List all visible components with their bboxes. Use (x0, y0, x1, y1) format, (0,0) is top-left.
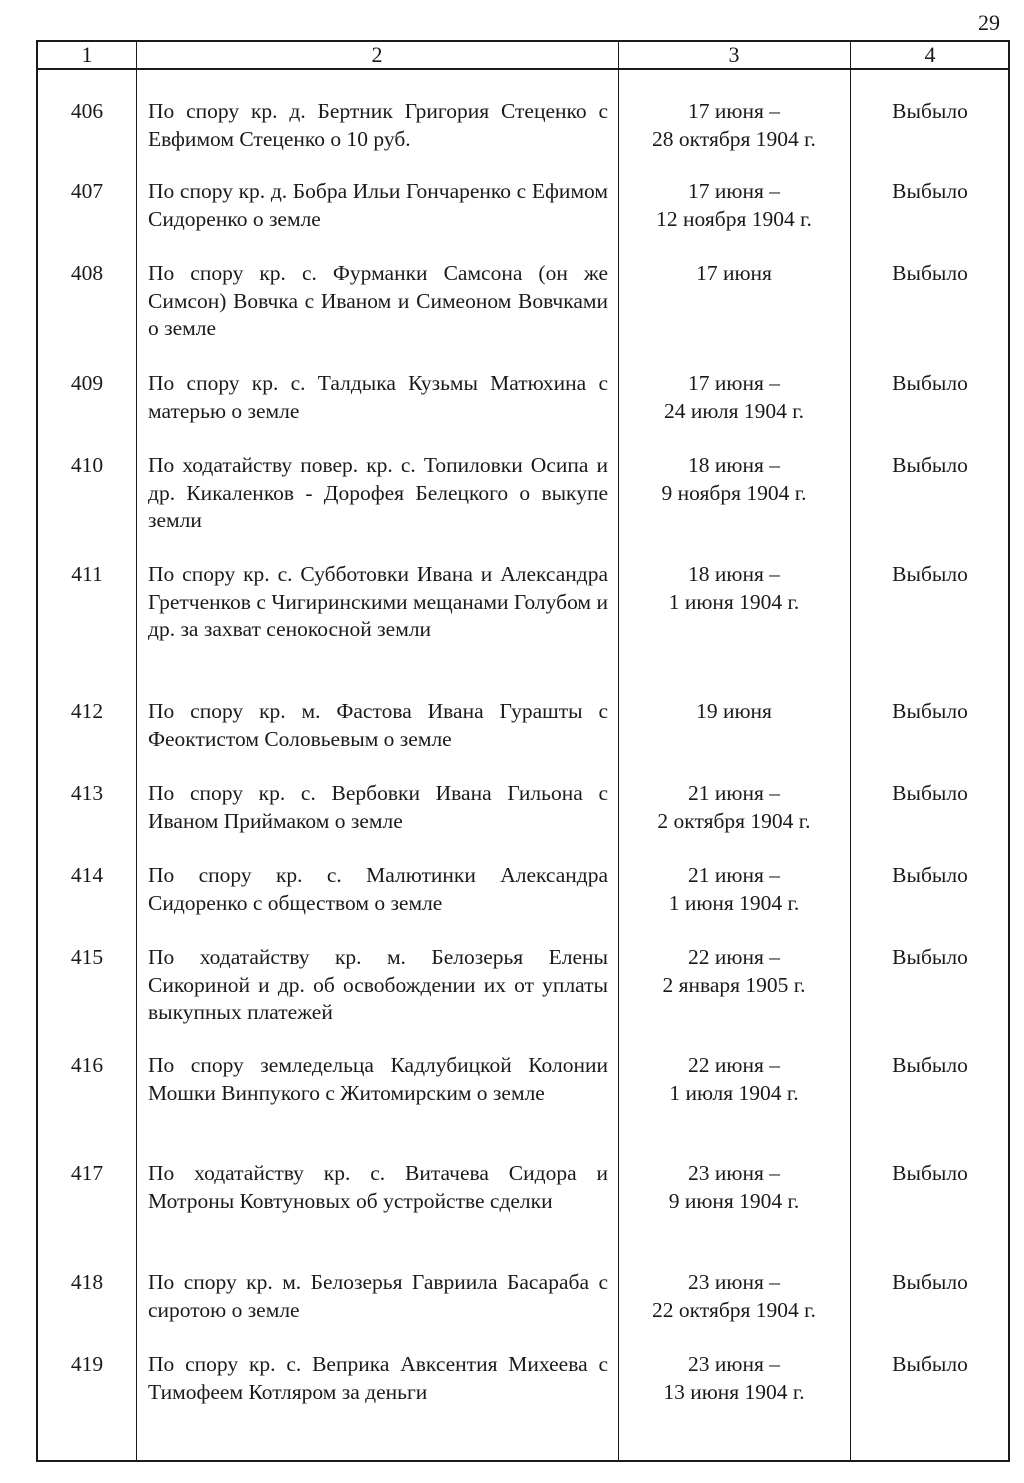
case-description: По спору кр. с. Малютинки Александра Сидоренко с обществом о земле (148, 863, 608, 915)
case-result: Выбыло (892, 863, 968, 887)
case-result: Выбыло (892, 179, 968, 203)
case-description: По ходатайству кр. м. Белозерья Елены Сикориной и др. об освобождении их от уплаты выкупных платежей (148, 945, 608, 1024)
case-dates (618, 944, 850, 999)
header-col-1: 1 (81, 42, 93, 67)
case-description: По спору кр. д. Бобра Ильи Гончаренко с Ефимом Сидоренко о земле (148, 179, 608, 231)
table-row (38, 370, 1008, 425)
header-col-2: 2 (371, 42, 383, 67)
date-line: 17 июня – (688, 179, 780, 203)
date-line: 9 ноября 1904 г. (661, 480, 807, 505)
case-dates (618, 370, 850, 425)
table-row (38, 98, 1008, 153)
header-col-3: 3 (728, 42, 740, 67)
case-dates (618, 1160, 850, 1215)
case-result: Выбыло (892, 1161, 968, 1185)
case-description: По спору кр. с. Фурманки Самсона (он же Симсон) Вовчка с Иваном и Симеоном Вовчками о земле (148, 261, 608, 340)
case-number: 415 (70, 945, 104, 969)
case-result: Выбыло (892, 1352, 968, 1376)
table-row (38, 1351, 1008, 1406)
date-line: 22 июня – (688, 1053, 780, 1077)
case-number: 413 (70, 781, 104, 805)
case-dates (618, 1269, 850, 1324)
case-description: По спору кр. м. Фастова Ивана Гурашты с Феоктистом Соловьевым о земле (148, 699, 608, 751)
case-dates (618, 698, 850, 726)
case-result: Выбыло (892, 371, 968, 395)
case-result: Выбыло (892, 99, 968, 123)
page-number: 29 (978, 10, 1000, 35)
case-number: 409 (70, 371, 104, 395)
date-line: 18 июня – (688, 562, 780, 586)
case-number: 418 (70, 1270, 104, 1294)
date-line: 18 июня – (688, 453, 780, 477)
case-number: 414 (70, 863, 104, 887)
case-dates (618, 1351, 850, 1406)
case-description: По спору кр. с. Веприка Авксентия Михеева с Тимофеем Котляром за деньги (148, 1352, 608, 1404)
case-number: 417 (70, 1161, 104, 1185)
table-row (38, 1160, 1008, 1215)
table-row (38, 178, 1008, 233)
table-row (38, 698, 1008, 753)
case-number: 407 (70, 179, 104, 203)
date-line: 21 июня – (688, 863, 780, 887)
case-number: 411 (71, 562, 103, 586)
date-line: 22 октября 1904 г. (652, 1297, 816, 1322)
date-line: 17 июня – (688, 99, 780, 123)
case-number: 412 (70, 699, 104, 723)
date-line: 2 января 1905 г. (662, 972, 806, 997)
date-line: 23 июня – (688, 1161, 780, 1185)
date-line: 17 июня (696, 261, 772, 285)
case-dates (618, 98, 850, 153)
date-line: 19 июня (696, 699, 772, 723)
date-line: 1 июля 1904 г. (669, 1080, 799, 1105)
header-col-4: 4 (924, 42, 936, 67)
table-row (38, 862, 1008, 917)
register-table (36, 40, 1010, 1462)
case-dates (618, 862, 850, 917)
case-number: 408 (70, 261, 104, 285)
case-description: По спору земледельца Кадлубицкой Колонии Мошки Винпукого с Житомирским о земле (148, 1053, 608, 1105)
case-dates (618, 178, 850, 233)
case-dates (618, 452, 850, 507)
case-dates (618, 561, 850, 616)
case-result: Выбыло (892, 1270, 968, 1294)
case-result: Выбыло (892, 699, 968, 723)
case-dates (618, 780, 850, 835)
date-line: 13 июня 1904 г. (663, 1379, 805, 1404)
date-line: 12 ноября 1904 г. (656, 206, 812, 231)
case-number: 410 (70, 453, 104, 477)
case-dates (618, 1052, 850, 1107)
case-result: Выбыло (892, 453, 968, 477)
table-row (38, 452, 1008, 535)
case-dates (618, 260, 850, 288)
case-description: По спору кр. с. Вербовки Ивана Гильона с Иваном Приймаком о земле (148, 781, 608, 833)
case-description: По ходатайству повер. кр. с. Топиловки Осипа и др. Кикаленков - Дорофея Белецкого о выкупе земли (148, 453, 608, 532)
case-result: Выбыло (892, 1053, 968, 1077)
date-line: 1 июня 1904 г. (668, 589, 800, 614)
date-line: 23 июня – (688, 1270, 780, 1294)
case-number: 419 (70, 1352, 104, 1376)
table-row (38, 780, 1008, 835)
case-description: По спору кр. с. Субботовки Ивана и Александра Гретченков с Чигиринскими мещанами Голубом и др. за захват сенокосной земли (148, 562, 608, 641)
date-line: 2 октября 1904 г. (657, 808, 811, 833)
date-line: 22 июня – (688, 945, 780, 969)
case-description: По спору кр. м. Белозерья Гавриила Басараба с сиротою о земле (148, 1270, 608, 1322)
case-result: Выбыло (892, 781, 968, 805)
date-line: 23 июня – (688, 1352, 780, 1376)
case-description: По спору кр. д. Бертник Григория Стеценко с Евфимом Стеценко о 10 руб. (148, 99, 608, 151)
case-result: Выбыло (892, 945, 968, 969)
case-number: 406 (70, 99, 104, 123)
date-line: 9 июня 1904 г. (668, 1188, 800, 1213)
case-description: По ходатайству кр. с. Витачева Сидора и Мотроны Ковтуновых об устройстве сделки (148, 1161, 608, 1213)
table-row (38, 944, 1008, 1027)
date-line: 21 июня – (688, 781, 780, 805)
table-row (38, 1269, 1008, 1324)
table-row (38, 561, 1008, 644)
table-row (38, 260, 1008, 343)
table-header (38, 42, 1008, 70)
case-number: 416 (70, 1053, 104, 1077)
date-line: 1 июня 1904 г. (668, 890, 800, 915)
date-line: 17 июня – (688, 371, 780, 395)
case-result: Выбыло (892, 562, 968, 586)
date-line: 28 октября 1904 г. (652, 126, 816, 151)
date-line: 24 июля 1904 г. (663, 398, 805, 423)
case-description: По спору кр. с. Талдыка Кузьмы Матюхина с матерью о земле (148, 371, 608, 423)
case-result: Выбыло (892, 261, 968, 285)
table-row (38, 1052, 1008, 1107)
